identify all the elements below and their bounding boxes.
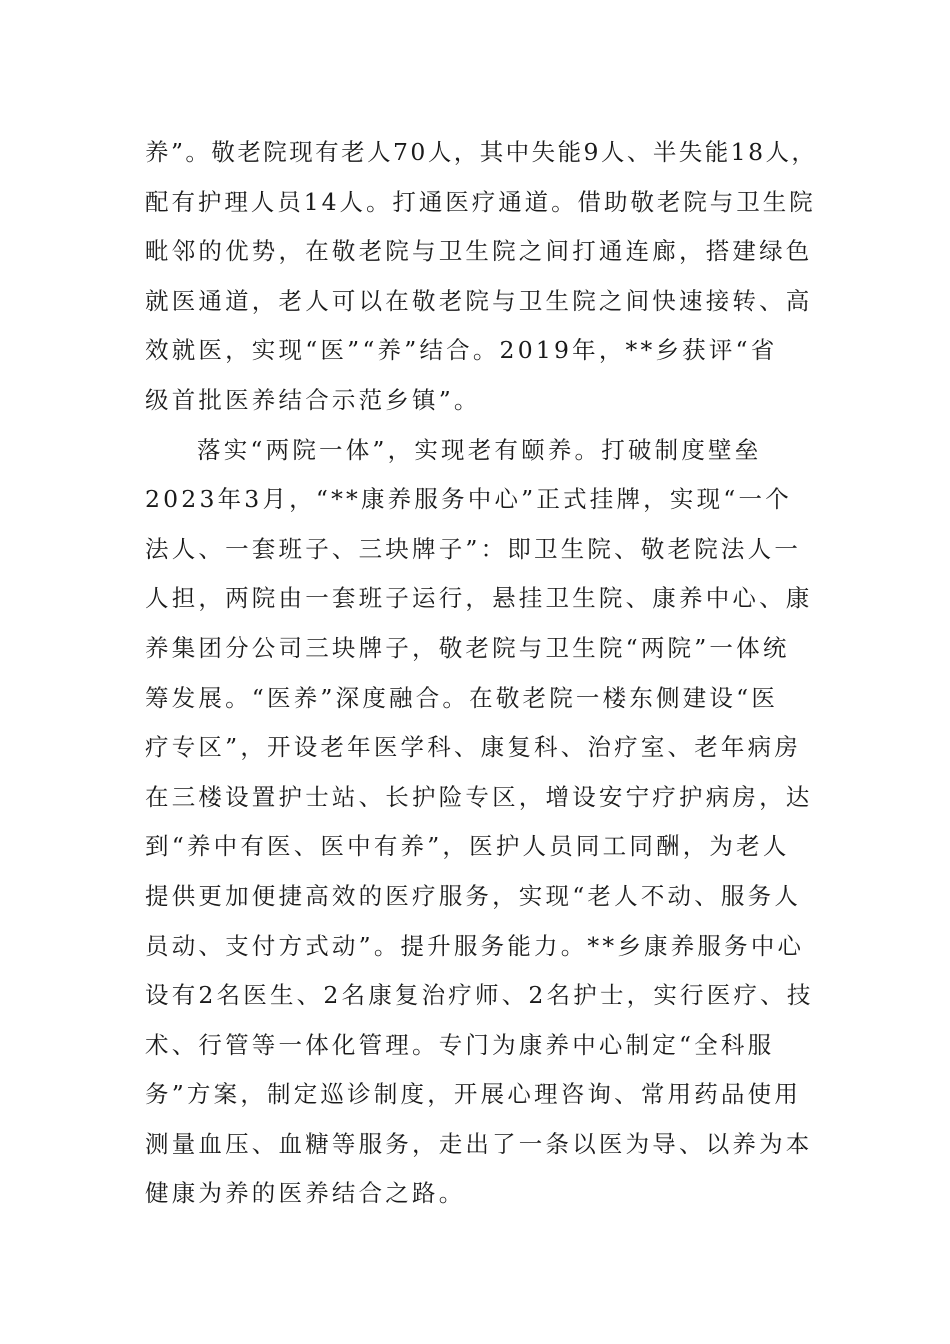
document-body (145, 128, 818, 1219)
text-line: 2023年3月，“**康养服务中心”正式挂牌，实现“一个 (145, 485, 792, 514)
text-line: 术、行管等一体化管理。专门为康养中心制定“全科服 (145, 1030, 775, 1059)
text-line: 到“养中有医、医中有养”，医护人员同工同酬，为老人 (145, 832, 790, 861)
text-line: 务”方案，制定巡诊制度，开展心理咨询、常用药品使用 (145, 1080, 802, 1109)
text-line: 筹发展。“医养”深度融合。在敬老院一楼东侧建设“医 (145, 683, 779, 712)
text-line: 疗专区”，开设老年医学科、康复科、治疗室、老年病房 (145, 733, 802, 762)
text-line: 测量血压、血糖等服务，走出了一条以医为导、以养为本 (145, 1129, 813, 1158)
text-line: 配有护理人员14人。打通医疗通道。借助敬老院与卫生院 (145, 187, 816, 216)
text-line: 健康为养的医养结合之路。 (145, 1179, 466, 1208)
text-line: 设有2名医生、2名康复治疗师、2名护士，实行医疗、技 (145, 981, 814, 1010)
text-line: 在三楼设置护士站、长护险专区，增设安宁疗护病房，达 (145, 782, 813, 811)
text-line: 人担，两院由一套班子运行，悬挂卫生院、康养中心、康 (145, 584, 813, 613)
text-line: 提供更加便捷高效的医疗服务，实现“老人不动、服务人 (145, 881, 802, 910)
text-line: 养”。敬老院现有老人70人，其中失能9人、半失能18人， (145, 138, 818, 166)
paragraph-start-line: 落实“两院一体”，实现老有颐养。打破制度壁垒 (197, 435, 762, 464)
text-line: 就医通道，老人可以在敬老院与卫生院之间快速接转、高 (145, 286, 813, 315)
text-line: 级首批医养结合示范乡镇”。 (145, 385, 481, 414)
text-line: 养集团分公司三块牌子，敬老院与卫生院“两院”一体统 (145, 633, 790, 662)
text-line: 员动、支付方式动”。提升服务能力。**乡康养服务中心 (145, 931, 805, 960)
text-line: 效就医，实现“医”“养”结合。2019年，**乡获评“省 (145, 336, 778, 365)
text-line: 法人、一套班子、三块牌子”：即卫生院、敬老院法人一 (145, 534, 802, 563)
text-line: 毗邻的优势，在敬老院与卫生院之间打通连廊，搭建绿色 (145, 237, 813, 266)
